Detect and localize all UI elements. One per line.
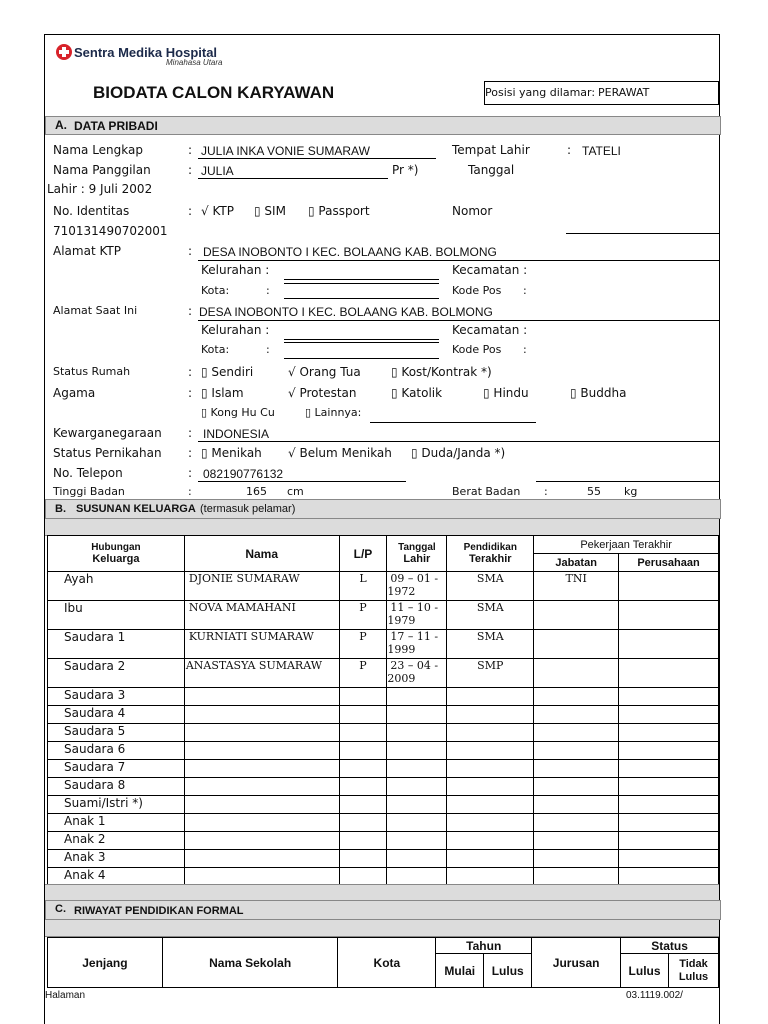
section-a-letter: A. <box>55 118 67 132</box>
section-a-bar <box>45 116 721 135</box>
colon: : <box>544 485 548 498</box>
id-number-label: Nomor <box>452 204 493 218</box>
birthdate-line2: 1972 <box>387 585 416 598</box>
jabatan-cell[interactable] <box>534 742 619 760</box>
education-cell[interactable] <box>447 688 534 706</box>
perusahaan-cell[interactable] <box>619 724 719 742</box>
colon: : <box>188 365 193 379</box>
home-option-sendiri[interactable]: ▯ Sendiri <box>201 365 254 379</box>
id-label: No. Identitas <box>53 204 130 218</box>
relation-cell: Saudara 6 <box>48 742 185 760</box>
edu-header-status-lulus: Lulus <box>621 954 669 988</box>
member-name-cell[interactable] <box>184 706 339 724</box>
header-jabatan: Jabatan <box>534 554 619 572</box>
gender-cell[interactable]: P <box>339 601 387 630</box>
cur-kecamatan-label: Kecamatan : <box>452 323 528 337</box>
phone-label: No. Telepon <box>53 466 123 480</box>
perusahaan-cell[interactable] <box>619 868 719 886</box>
perusahaan-cell[interactable] <box>619 850 719 868</box>
header-birthdate-line1: Tanggal <box>398 542 436 553</box>
ktp-kota-line <box>284 298 439 299</box>
table-row <box>48 630 719 659</box>
frame-right <box>719 34 720 1024</box>
phone-underline <box>198 481 406 482</box>
gender-cell[interactable] <box>339 814 387 832</box>
birthdate-label: Tanggal <box>468 163 515 177</box>
nationality-label: Kewarganegaraan <box>53 426 162 440</box>
edu-header-status: Status <box>621 938 719 954</box>
header-relation-line2: Keluarga <box>92 553 140 565</box>
member-name-cell[interactable] <box>184 796 339 814</box>
current-address-value[interactable]: DESA INOBONTO I KEC. BOLAANG KAB. BOLMONG <box>199 305 493 319</box>
relation-cell: Saudara 4 <box>48 706 185 724</box>
colon: : <box>567 143 572 157</box>
birthdate-cell[interactable] <box>387 832 447 850</box>
colon: : <box>188 485 192 498</box>
relation-cell: Anak 1 <box>48 814 185 832</box>
footer-page-label: Halaman <box>45 990 86 1001</box>
religion-option-buddha[interactable]: ▯ Buddha <box>570 386 627 400</box>
cur-kota-line <box>284 358 439 359</box>
table-row <box>48 742 719 760</box>
section-c-gap <box>45 919 719 937</box>
birthdate-line2: 1999 <box>387 643 416 656</box>
education-cell[interactable] <box>447 724 534 742</box>
id-number-underline <box>566 233 719 234</box>
nickname-underline <box>198 178 388 179</box>
home-option-kost[interactable]: ▯ Kost/Kontrak *) <box>391 365 492 379</box>
birthdate-line2: 2009 <box>387 672 416 685</box>
member-name-cell[interactable] <box>184 832 339 850</box>
id-option-ktp[interactable]: √ KTP <box>201 204 234 218</box>
birthdate-cell[interactable] <box>387 778 447 796</box>
member-name-cell[interactable] <box>184 868 339 886</box>
perusahaan-cell[interactable] <box>619 572 719 601</box>
gender-cell[interactable] <box>339 760 387 778</box>
colon: : <box>188 304 193 318</box>
perusahaan-cell[interactable] <box>619 778 719 796</box>
perusahaan-cell[interactable] <box>619 814 719 832</box>
education-cell[interactable] <box>447 742 534 760</box>
education-cell[interactable] <box>447 778 534 796</box>
relation-cell: Anak 3 <box>48 850 185 868</box>
education-table <box>47 937 719 988</box>
perusahaan-cell[interactable] <box>619 706 719 724</box>
religion-option-katolik[interactable]: ▯ Katolik <box>391 386 443 400</box>
ktp-kodepos-label: Kode Pos <box>452 284 502 297</box>
member-name-cell[interactable] <box>184 850 339 868</box>
perusahaan-cell[interactable] <box>619 742 719 760</box>
home-option-orangtua[interactable]: √ Orang Tua <box>288 365 361 379</box>
relation-cell: Anak 2 <box>48 832 185 850</box>
relation-cell: Saudara 2 <box>48 659 185 688</box>
member-name-cell[interactable]: NOVA MAMAHANI <box>184 601 339 630</box>
birthdate-cell[interactable] <box>387 724 447 742</box>
section-c-title: RIWAYAT PENDIDIKAN FORMAL <box>74 905 244 917</box>
nationality-underline <box>198 441 719 442</box>
member-name-cell[interactable] <box>184 742 339 760</box>
hospital-cross-icon <box>56 44 72 60</box>
religion-option-konghucu[interactable]: ▯ Kong Hu Cu <box>201 406 275 419</box>
edu-header-tahun: Tahun <box>436 938 532 954</box>
perusahaan-cell[interactable] <box>619 760 719 778</box>
relation-cell: Saudara 8 <box>48 778 185 796</box>
family-table <box>47 535 719 886</box>
header-perusahaan: Perusahaan <box>619 554 719 572</box>
marital-option-menikah[interactable]: ▯ Menikah <box>201 446 262 460</box>
id-option-sim[interactable]: ▯ SIM <box>254 204 286 218</box>
birthdate-cell[interactable] <box>387 659 447 688</box>
religion-other-line <box>370 422 536 423</box>
birthdate-cell[interactable] <box>387 760 447 778</box>
header-job: Pekerjaan Terakhir <box>534 536 719 554</box>
gender-cell[interactable] <box>339 868 387 886</box>
colon: : <box>188 163 193 177</box>
education-cell[interactable] <box>447 706 534 724</box>
birthdate-line1: 17 – 11 - <box>390 630 439 643</box>
table-row <box>48 832 719 850</box>
birthdate-cell[interactable] <box>387 814 447 832</box>
family-table-body <box>48 572 719 886</box>
header-lp: L/P <box>339 536 387 572</box>
member-name-cell[interactable] <box>184 724 339 742</box>
birthdate-cell[interactable] <box>387 688 447 706</box>
birthdate-cell[interactable] <box>387 742 447 760</box>
perusahaan-cell[interactable] <box>619 601 719 630</box>
member-name-cell[interactable] <box>184 778 339 796</box>
perusahaan-cell[interactable] <box>619 832 719 850</box>
jabatan-cell[interactable] <box>534 724 619 742</box>
jabatan-cell[interactable] <box>534 630 619 659</box>
ktp-kelurahan-line <box>284 279 439 280</box>
table-row <box>48 778 719 796</box>
jabatan-cell[interactable] <box>534 778 619 796</box>
cur-kota-line-top <box>284 342 439 343</box>
height-label: Tinggi Badan <box>53 485 125 498</box>
perusahaan-cell[interactable] <box>619 796 719 814</box>
edu-header-tidak-line2: Lulus <box>678 970 709 983</box>
religion-option-islam[interactable]: ▯ Islam <box>201 386 244 400</box>
gender-cell[interactable] <box>339 850 387 868</box>
birthdate-cell[interactable] <box>387 868 447 886</box>
section-b-gap <box>45 518 719 536</box>
birthdate-cell[interactable] <box>387 706 447 724</box>
education-cell[interactable] <box>447 796 534 814</box>
gender-hint: Pr *) <box>392 163 419 177</box>
ktp-kelurahan-label: Kelurahan : <box>201 263 270 277</box>
header-education <box>447 536 534 572</box>
current-address-label: Alamat Saat Ini <box>53 304 138 317</box>
education-cell[interactable]: SMA <box>447 630 534 659</box>
id-option-passport[interactable]: ▯ Passport <box>308 204 370 218</box>
cur-kodepos-label: Kode Pos <box>452 343 502 356</box>
jabatan-cell[interactable] <box>534 796 619 814</box>
hospital-location: Minahasa Utara <box>166 58 223 67</box>
edu-header-kota: Kota <box>338 938 436 988</box>
section-c-letter: C. <box>55 903 66 915</box>
colon: : <box>188 204 193 218</box>
gender-cell[interactable] <box>339 706 387 724</box>
ktp-kota-line-top <box>284 283 439 284</box>
perusahaan-cell[interactable] <box>619 688 719 706</box>
member-name-cell[interactable]: KURNIATI SUMARAW <box>184 630 339 659</box>
weight-label: Berat Badan <box>452 485 521 498</box>
header-name: Nama <box>184 536 339 572</box>
marital-option-duda[interactable]: ▯ Duda/Janda *) <box>411 446 506 460</box>
jabatan-cell[interactable] <box>534 850 619 868</box>
jabatan-cell[interactable] <box>534 601 619 630</box>
member-name-cell[interactable]: ANASTASYA SUMARAW <box>184 659 339 688</box>
relation-cell: Saudara 7 <box>48 760 185 778</box>
edu-header-jenjang: Jenjang <box>48 938 163 988</box>
edu-header-jurusan: Jurusan <box>532 938 621 988</box>
footer-doc-code: 03.1119.002/ <box>626 990 683 1001</box>
relation-cell: Saudara 3 <box>48 688 185 706</box>
table-row <box>48 796 719 814</box>
position-box <box>484 81 719 105</box>
cur-kota-label: Kota: <box>201 343 230 356</box>
table-row <box>48 572 719 601</box>
phone-right-line <box>536 481 719 482</box>
table-row <box>48 724 719 742</box>
jabatan-cell[interactable] <box>534 659 619 688</box>
section-b-title: SUSUNAN KELUARGA <box>76 503 196 515</box>
weight-value[interactable]: 55 <box>587 485 601 498</box>
marital-label: Status Pernikahan <box>53 446 162 460</box>
perusahaan-cell[interactable] <box>619 659 719 688</box>
full-name-label: Nama Lengkap <box>53 143 143 157</box>
position-value[interactable]: PERAWAT <box>598 86 650 99</box>
edu-header-tidak-lulus <box>669 954 719 988</box>
birthdate-cell[interactable] <box>387 796 447 814</box>
height-value[interactable]: 165 <box>246 485 267 498</box>
table-row <box>48 601 719 630</box>
colon: : <box>188 446 193 460</box>
header-relation <box>48 536 185 572</box>
weight-unit: kg <box>624 485 638 498</box>
birthdate-cell[interactable] <box>387 630 447 659</box>
cur-kelurahan-label: Kelurahan : <box>201 323 270 337</box>
edu-header-mulai: Mulai <box>436 954 484 988</box>
form-title: BIODATA CALON KARYAWAN <box>93 83 335 102</box>
nickname-label: Nama Panggilan <box>53 163 151 177</box>
education-cell[interactable] <box>447 814 534 832</box>
section-b-bar <box>45 499 721 519</box>
current-address-underline <box>198 320 719 321</box>
birthdate-line1: 23 – 04 - <box>390 659 439 672</box>
section-b-end-gap <box>45 884 719 901</box>
birthdate-cell[interactable] <box>387 601 447 630</box>
birthdate-cell[interactable] <box>387 572 447 601</box>
edu-header-tidak-line1: Tidak <box>679 957 708 970</box>
education-cell[interactable]: SMA <box>447 601 534 630</box>
ktp-kecamatan-label: Kecamatan : <box>452 263 528 277</box>
jabatan-cell[interactable] <box>534 706 619 724</box>
relation-cell: Ibu <box>48 601 185 630</box>
jabatan-cell[interactable] <box>534 814 619 832</box>
colon: : <box>266 343 270 356</box>
member-name-cell[interactable] <box>184 814 339 832</box>
gender-cell[interactable] <box>339 688 387 706</box>
ktp-address-label: Alamat KTP <box>53 244 121 258</box>
education-cell[interactable] <box>447 760 534 778</box>
member-name-cell[interactable]: DJONIE SUMARAW <box>184 572 339 601</box>
ktp-address-value[interactable]: DESA INOBONTO I KEC. BOLAANG KAB. BOLMONG <box>203 245 497 259</box>
gender-cell[interactable]: L <box>339 572 387 601</box>
section-b-subtitle: (termasuk pelamar) <box>200 503 296 515</box>
relation-cell: Saudara 5 <box>48 724 185 742</box>
gender-cell[interactable] <box>339 778 387 796</box>
section-c-bar <box>45 900 721 920</box>
nickname-value[interactable]: JULIA <box>201 164 234 178</box>
colon: : <box>188 244 193 258</box>
ktp-kota-label: Kota: <box>201 284 230 297</box>
education-cell[interactable] <box>447 868 534 886</box>
marital-option-belum[interactable]: √ Belum Menikah <box>288 446 392 460</box>
section-a-title: DATA PRIBADI <box>74 119 158 133</box>
table-row <box>48 706 719 724</box>
ktp-address-underline <box>198 260 719 261</box>
relation-cell: Suami/Istri *) <box>48 796 185 814</box>
header-education-line1: Pendidikan <box>463 542 517 553</box>
birthdate-line1: 11 – 10 - <box>390 601 439 614</box>
education-cell[interactable]: SMP <box>447 659 534 688</box>
religion-label: Agama <box>53 386 96 400</box>
nationality-value[interactable]: INDONESIA <box>203 427 270 441</box>
table-row <box>48 850 719 868</box>
birthplace-label: Tempat Lahir <box>452 143 530 157</box>
education-cell[interactable] <box>447 832 534 850</box>
position-label: Posisi yang dilamar: <box>485 86 596 99</box>
jabatan-cell[interactable] <box>534 832 619 850</box>
cur-kelurahan-line <box>284 339 439 340</box>
colon: : <box>188 143 193 157</box>
full-name-value[interactable]: JULIA INKA VONIE SUMARAW <box>201 144 370 158</box>
birthdate-cell[interactable] <box>387 850 447 868</box>
jabatan-cell[interactable]: TNI <box>534 572 619 601</box>
table-row <box>48 688 719 706</box>
colon: : <box>188 466 193 480</box>
height-unit: cm <box>287 485 304 498</box>
birthdate-line2: 1979 <box>387 614 416 627</box>
education-cell[interactable] <box>447 850 534 868</box>
colon: : <box>188 426 193 440</box>
section-b-letter: B. <box>55 503 66 515</box>
edu-header-school: Nama Sekolah <box>162 938 338 988</box>
jabatan-cell[interactable] <box>534 688 619 706</box>
colon: : <box>266 284 270 297</box>
birthdate-value[interactable]: Lahir : 9 Juli 2002 <box>47 182 153 196</box>
colon: : <box>523 284 527 297</box>
religion-option-protestan[interactable]: √ Protestan <box>288 386 357 400</box>
header-education-line2: Terakhir <box>468 553 512 565</box>
header-birthdate <box>387 536 447 572</box>
jabatan-cell[interactable] <box>534 760 619 778</box>
full-name-underline <box>198 158 436 159</box>
member-name-cell[interactable] <box>184 760 339 778</box>
id-number-value[interactable]: 710131490702001 <box>53 224 168 238</box>
header-relation-line1: Hubungan <box>91 542 141 553</box>
relation-cell: Ayah <box>48 572 185 601</box>
jabatan-cell[interactable] <box>534 868 619 886</box>
hospital-name: Sentra Medika Hospital <box>74 45 218 60</box>
colon: : <box>188 386 193 400</box>
education-cell[interactable]: SMA <box>447 572 534 601</box>
birthdate-line1: 09 – 01 - <box>390 572 439 585</box>
table-row <box>48 659 719 688</box>
table-row <box>48 814 719 832</box>
relation-cell: Anak 4 <box>48 868 185 886</box>
edu-header-lulus: Lulus <box>484 954 532 988</box>
phone-value[interactable]: 082190776132 <box>203 467 284 481</box>
religion-option-hindu[interactable]: ▯ Hindu <box>483 386 529 400</box>
frame-top <box>44 34 720 35</box>
gender-cell[interactable]: P <box>339 659 387 688</box>
gender-cell[interactable] <box>339 724 387 742</box>
gender-cell[interactable] <box>339 832 387 850</box>
member-name-cell[interactable] <box>184 688 339 706</box>
header-birthdate-line2: Lahir <box>403 553 431 565</box>
gender-cell[interactable]: P <box>339 630 387 659</box>
home-status-label: Status Rumah <box>53 365 131 378</box>
table-row <box>48 868 719 886</box>
relation-cell: Saudara 1 <box>48 630 185 659</box>
colon: : <box>523 343 527 356</box>
perusahaan-cell[interactable] <box>619 630 719 659</box>
gender-cell[interactable] <box>339 742 387 760</box>
religion-option-lainnya[interactable]: ▯ Lainnya: <box>305 406 362 419</box>
table-row <box>48 760 719 778</box>
gender-cell[interactable] <box>339 796 387 814</box>
birthplace-value[interactable]: TATELI <box>582 144 621 158</box>
